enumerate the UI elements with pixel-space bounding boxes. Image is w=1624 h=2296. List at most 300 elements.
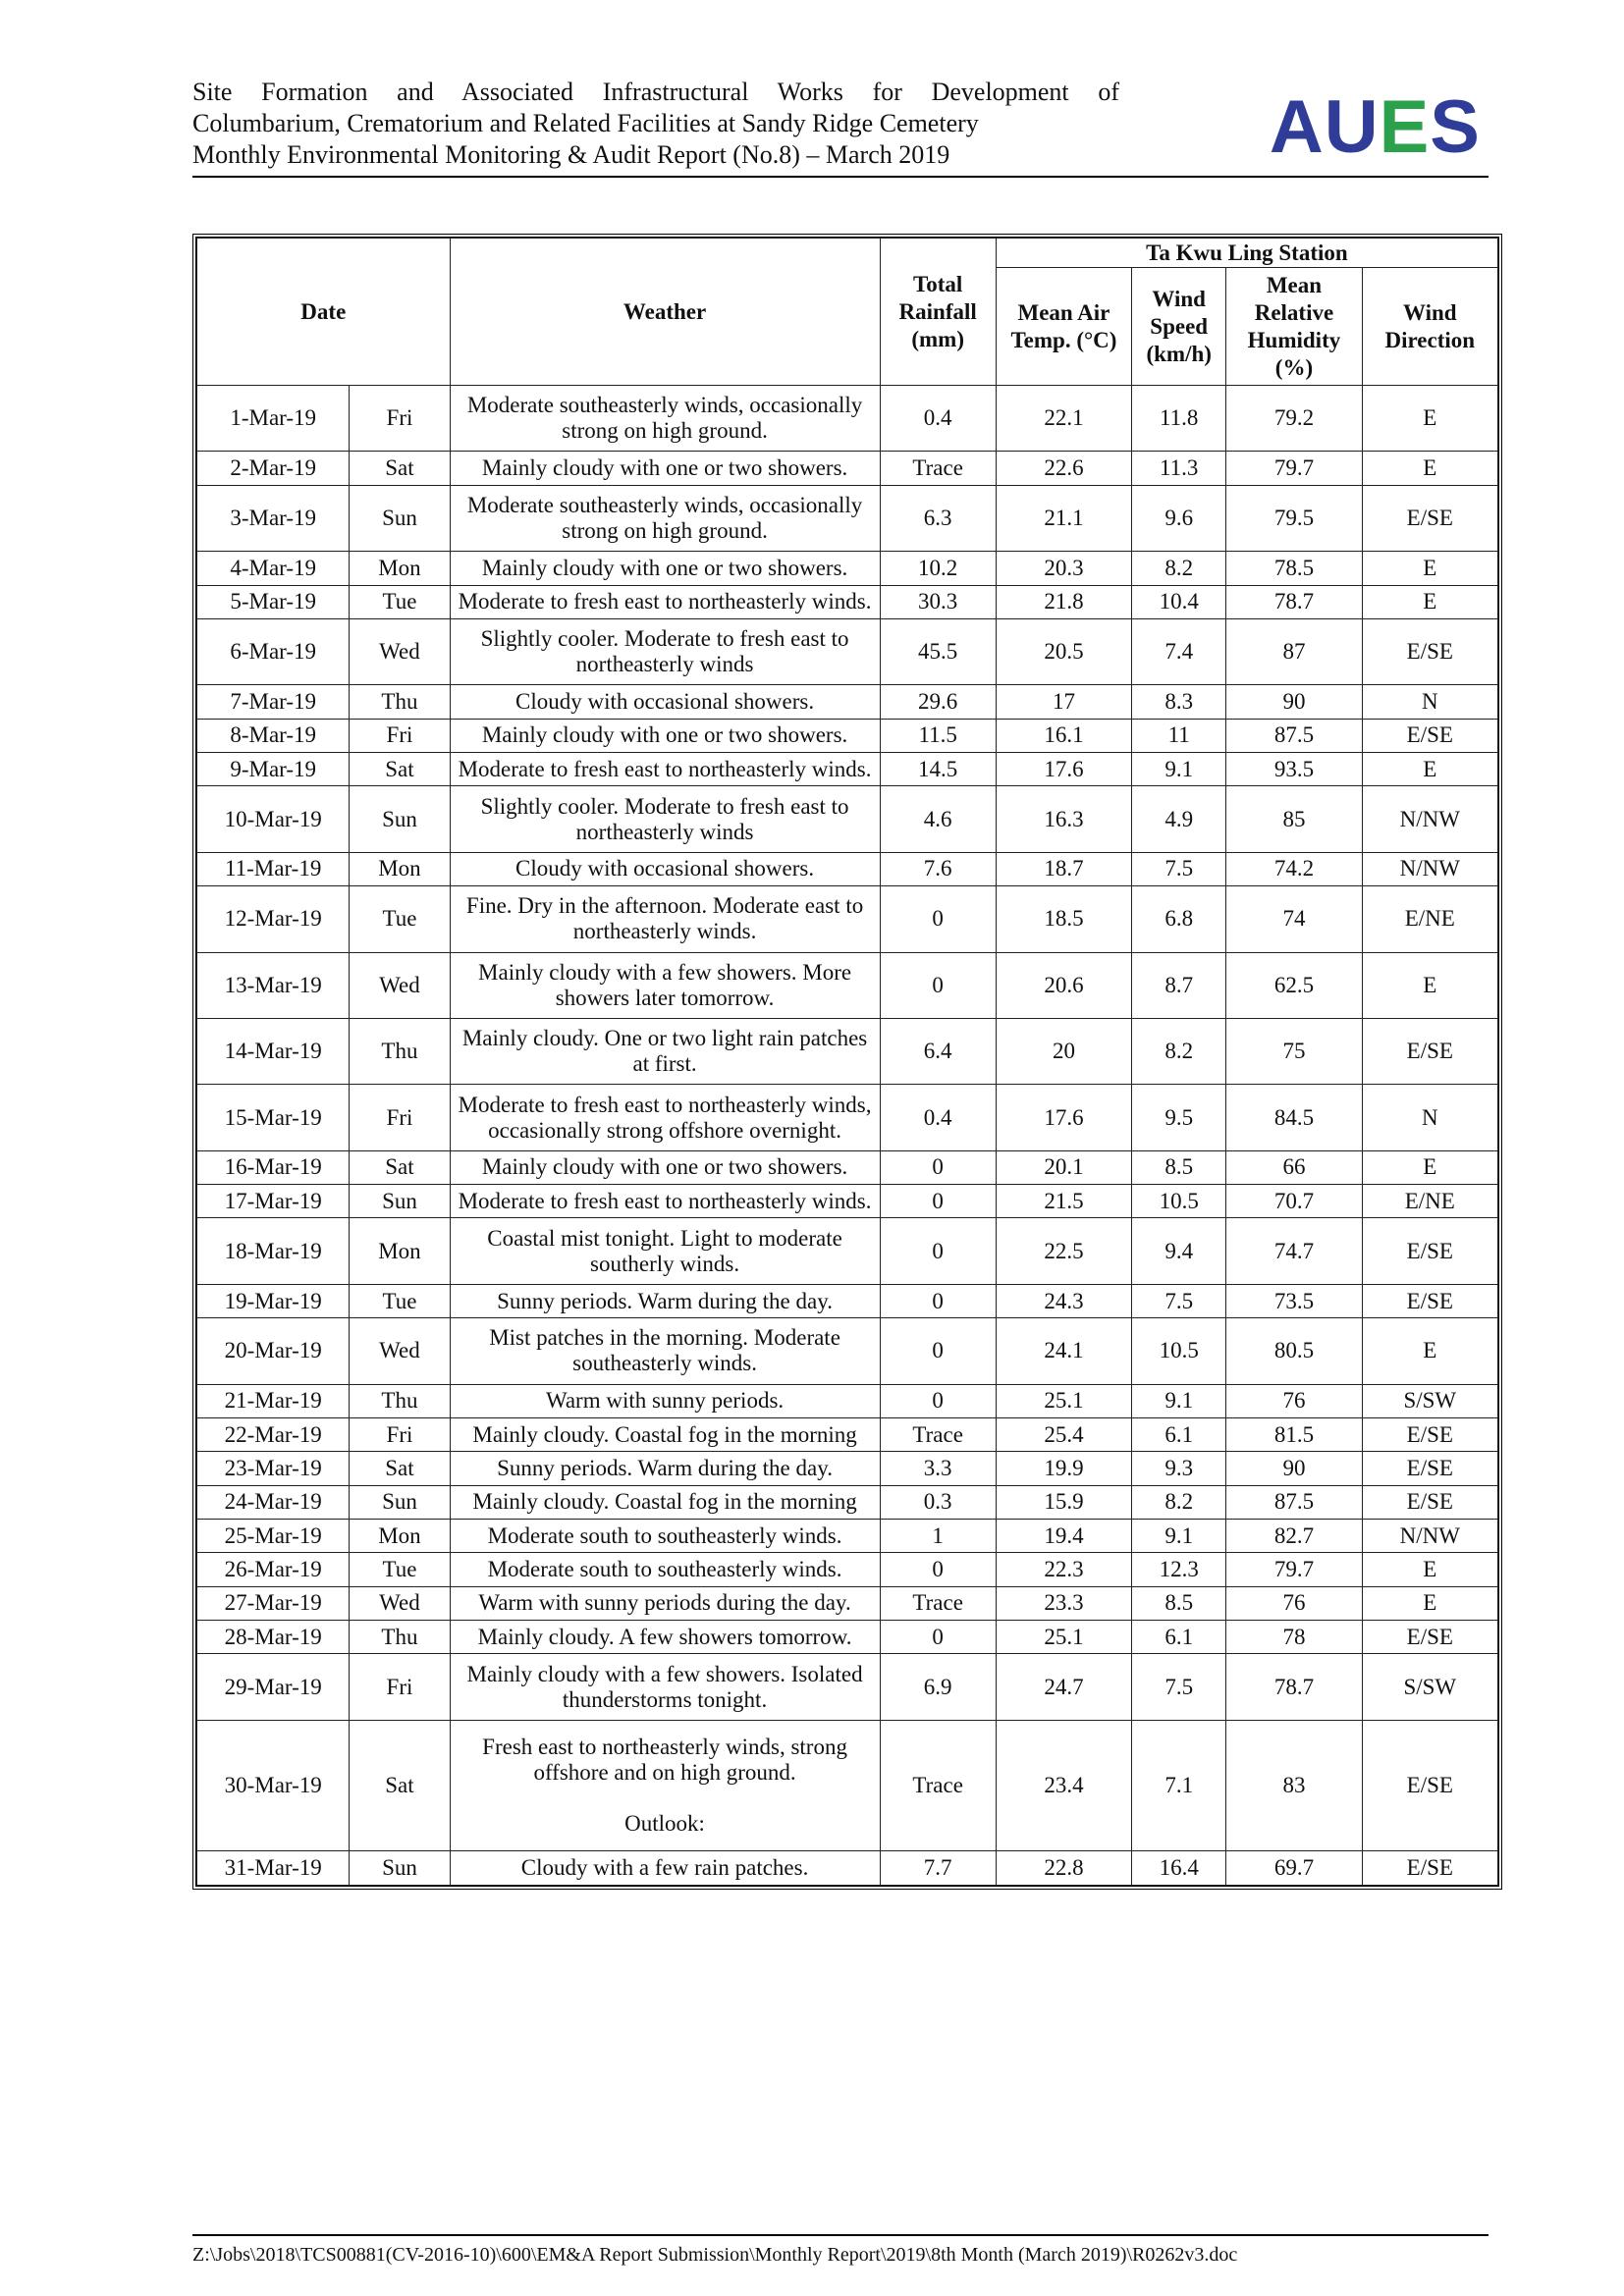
weather-cell (450, 1621, 880, 1654)
wind-speed-cell: 9.3 (1132, 1452, 1226, 1485)
humidity-cell: 78.7 (1226, 585, 1362, 618)
rainfall-cell: 6.4 (880, 1018, 996, 1084)
date-cell: 16-Mar-19 (197, 1150, 350, 1184)
humidity-cell: 85 (1226, 786, 1362, 852)
temp-cell: 22.8 (996, 1851, 1131, 1886)
temp-cell: 20 (996, 1018, 1131, 1084)
weather-cell (450, 786, 880, 852)
rainfall-cell: Trace (880, 1418, 996, 1452)
date-cell: 18-Mar-19 (197, 1218, 350, 1284)
rainfall-cell: 3.3 (880, 1452, 996, 1485)
weather-text: Cloudy with occasional showers. (515, 856, 815, 881)
weather-text: Coastal mist tonight. Light to moderate southerly winds. (487, 1225, 842, 1276)
weather-cell (450, 952, 880, 1018)
weather-cell (450, 1452, 880, 1485)
day-cell: Mon (350, 552, 450, 585)
wind-direction-cell: E (1362, 1318, 1497, 1384)
temp-cell: 20.6 (996, 952, 1131, 1018)
weather-text: Mainly cloudy with a few showers. More showers later tomorrow. (478, 959, 852, 1010)
humidity-cell: 79.2 (1226, 386, 1362, 452)
table-row (197, 852, 1498, 885)
date-cell: 21-Mar-19 (197, 1384, 350, 1417)
humidity-cell: 66 (1226, 1150, 1362, 1184)
humidity-cell: 79.5 (1226, 485, 1362, 551)
wind-direction-cell: E/NE (1362, 1185, 1497, 1218)
weather-cell (450, 886, 880, 952)
column-header-humidity: Mean Relative Humidity (%) (1226, 268, 1362, 386)
day-cell: Wed (350, 1586, 450, 1620)
weather-cell (450, 719, 880, 752)
table-row (197, 618, 1498, 684)
weather-text: Mainly cloudy with one or two showers. (481, 555, 848, 580)
weather-text: Moderate southeasterly winds, occasionally strong on high ground. (466, 492, 863, 543)
wind-speed-cell: 6.8 (1132, 886, 1226, 952)
rainfall-cell: 7.6 (880, 852, 996, 885)
humidity-cell: 76 (1226, 1384, 1362, 1417)
wind-direction-cell: N (1362, 1085, 1497, 1150)
wind-speed-cell: 8.3 (1132, 685, 1226, 719)
wind-speed-cell: 7.1 (1132, 1720, 1226, 1851)
day-cell: Sun (350, 1851, 450, 1886)
table-row (197, 552, 1498, 585)
column-header-wind-speed: Wind Speed (km/h) (1132, 268, 1226, 386)
weather-cell (450, 1851, 880, 1886)
date-cell: 28-Mar-19 (197, 1621, 350, 1654)
wind-direction-cell: E (1362, 952, 1497, 1018)
rainfall-cell: 0 (880, 1621, 996, 1654)
weather-cell (450, 1318, 880, 1384)
wind-speed-cell: 9.6 (1132, 485, 1226, 551)
wind-direction-cell: E (1362, 552, 1497, 585)
day-cell: Tue (350, 585, 450, 618)
rainfall-cell: 7.7 (880, 1851, 996, 1886)
weather-cell (450, 585, 880, 618)
weather-cell (450, 685, 880, 719)
temp-cell: 20.3 (996, 552, 1131, 585)
humidity-cell: 74.2 (1226, 852, 1362, 885)
weather-cell (450, 1720, 880, 1851)
humidity-cell: 83 (1226, 1720, 1362, 1851)
wind-speed-cell: 7.4 (1132, 618, 1226, 684)
humidity-cell: 62.5 (1226, 952, 1362, 1018)
rainfall-cell: 29.6 (880, 685, 996, 719)
table-row (197, 1150, 1498, 1184)
temp-cell: 18.5 (996, 886, 1131, 952)
wind-speed-cell: 11.8 (1132, 386, 1226, 452)
weather-cell (450, 1654, 880, 1720)
day-cell: Sun (350, 786, 450, 852)
table-row (197, 1085, 1498, 1150)
logo-text-s: S (1430, 85, 1481, 169)
day-cell: Mon (350, 852, 450, 885)
rainfall-cell: 6.9 (880, 1654, 996, 1720)
rainfall-cell: 1 (880, 1520, 996, 1553)
humidity-cell: 82.7 (1226, 1520, 1362, 1553)
wind-direction-cell: E/SE (1362, 1018, 1497, 1084)
date-cell: 12-Mar-19 (197, 886, 350, 952)
temp-cell: 24.1 (996, 1318, 1131, 1384)
weather-cell (450, 386, 880, 452)
day-cell: Wed (350, 1318, 450, 1384)
wind-speed-cell: 8.5 (1132, 1586, 1226, 1620)
humidity-cell: 81.5 (1226, 1418, 1362, 1452)
day-cell: Sun (350, 1485, 450, 1519)
temp-cell: 19.9 (996, 1452, 1131, 1485)
wind-speed-cell: 16.4 (1132, 1851, 1226, 1886)
humidity-cell: 78 (1226, 1621, 1362, 1654)
table-row (197, 752, 1498, 785)
table-row (197, 1520, 1498, 1553)
weather-text: Slightly cooler. Moderate to fresh east to northeasterly winds (480, 626, 849, 677)
rainfall-cell: 0 (880, 1553, 996, 1586)
wind-speed-cell: 7.5 (1132, 1284, 1226, 1317)
day-cell: Sun (350, 485, 450, 551)
date-cell: 27-Mar-19 (197, 1586, 350, 1620)
table-row (197, 485, 1498, 551)
column-header-rainfall: Total Rainfall (mm) (880, 239, 996, 386)
table-row (197, 1418, 1498, 1452)
date-cell: 1-Mar-19 (197, 386, 350, 452)
weather-table-body (197, 386, 1498, 1886)
rainfall-cell: 0 (880, 886, 996, 952)
station-header: Ta Kwu Ling Station (996, 239, 1497, 268)
weather-text: Warm with sunny periods during the day. (478, 1590, 851, 1616)
rainfall-cell: 0.4 (880, 386, 996, 452)
date-cell: 5-Mar-19 (197, 585, 350, 618)
day-cell: Thu (350, 685, 450, 719)
date-cell: 19-Mar-19 (197, 1284, 350, 1317)
rainfall-cell: Trace (880, 1720, 996, 1851)
temp-cell: 21.8 (996, 585, 1131, 618)
column-header-wind-direction: Wind Direction (1362, 268, 1497, 386)
weather-text: Moderate to fresh east to northeasterly winds, occasionally strong offshore overnight. (458, 1092, 872, 1143)
column-header-date: Date (197, 239, 451, 386)
date-cell: 23-Mar-19 (197, 1452, 350, 1485)
temp-cell: 17.6 (996, 1085, 1131, 1150)
rainfall-cell: 0 (880, 1284, 996, 1317)
humidity-cell: 93.5 (1226, 752, 1362, 785)
table-row (197, 952, 1498, 1018)
rainfall-cell: 4.6 (880, 786, 996, 852)
page-header (192, 77, 1489, 179)
day-cell: Wed (350, 618, 450, 684)
weather-cell (450, 1485, 880, 1519)
day-cell: Tue (350, 1553, 450, 1586)
weather-text: Cloudy with a few rain patches. (520, 1855, 809, 1881)
date-cell: 29-Mar-19 (197, 1654, 350, 1720)
wind-speed-cell: 10.4 (1132, 585, 1226, 618)
wind-direction-cell: E/NE (1362, 886, 1497, 952)
weather-text: Moderate to fresh east to northeasterly winds. (458, 589, 872, 614)
temp-cell: 15.9 (996, 1485, 1131, 1519)
date-cell: 8-Mar-19 (197, 719, 350, 752)
wind-speed-cell: 9.1 (1132, 1384, 1226, 1417)
temp-cell: 23.3 (996, 1586, 1131, 1620)
humidity-cell: 84.5 (1226, 1085, 1362, 1150)
wind-direction-cell: N/NW (1362, 852, 1497, 885)
table-row (197, 1851, 1498, 1886)
wind-direction-cell: E/SE (1362, 1621, 1497, 1654)
wind-speed-cell: 4.9 (1132, 786, 1226, 852)
wind-direction-cell: S/SW (1362, 1654, 1497, 1720)
wind-speed-cell: 8.2 (1132, 1018, 1226, 1084)
weather-cell (450, 1218, 880, 1284)
wind-speed-cell: 8.5 (1132, 1150, 1226, 1184)
humidity-cell: 90 (1226, 685, 1362, 719)
date-cell: 25-Mar-19 (197, 1520, 350, 1553)
table-row (197, 386, 1498, 452)
wind-direction-cell: E/SE (1362, 1485, 1497, 1519)
table-row (197, 786, 1498, 852)
wind-speed-cell: 7.5 (1132, 852, 1226, 885)
date-cell: 2-Mar-19 (197, 452, 350, 485)
table-row (197, 685, 1498, 719)
logo-text-au: AU (1269, 85, 1380, 169)
weather-text: Slightly cooler. Moderate to fresh east to northeasterly winds (480, 793, 849, 844)
humidity-cell: 79.7 (1226, 1553, 1362, 1586)
weather-text: Mist patches in the morning. Moderate southeasterly winds. (489, 1325, 840, 1376)
weather-cell (450, 552, 880, 585)
weather-text: Mainly cloudy with one or two showers. (481, 1154, 848, 1180)
humidity-cell: 87.5 (1226, 1485, 1362, 1519)
wind-speed-cell: 9.5 (1132, 1085, 1226, 1150)
weather-cell (450, 1520, 880, 1553)
wind-direction-cell: E/SE (1362, 1851, 1497, 1886)
wind-direction-cell: E/SE (1362, 485, 1497, 551)
temp-cell: 22.6 (996, 452, 1131, 485)
weather-text: Mainly cloudy with one or two showers. (481, 455, 848, 481)
rainfall-cell: 0 (880, 1185, 996, 1218)
wind-speed-cell: 11.3 (1132, 452, 1226, 485)
weather-text: Sunny periods. Warm during the day. (497, 1288, 833, 1313)
weather-text: Mainly cloudy. Coastal fog in the morning (472, 1489, 857, 1515)
table-row (197, 1553, 1498, 1586)
temp-cell: 23.4 (996, 1720, 1131, 1851)
weather-cell (450, 1150, 880, 1184)
wind-speed-cell: 6.1 (1132, 1621, 1226, 1654)
temp-cell: 18.7 (996, 852, 1131, 885)
humidity-cell: 87.5 (1226, 719, 1362, 752)
temp-cell: 17 (996, 685, 1131, 719)
temp-cell: 17.6 (996, 752, 1131, 785)
rainfall-cell: Trace (880, 1586, 996, 1620)
temp-cell: 25.1 (996, 1621, 1131, 1654)
humidity-cell: 74 (1226, 886, 1362, 952)
table-row (197, 1284, 1498, 1317)
rainfall-cell: 0 (880, 1384, 996, 1417)
temp-cell: 16.1 (996, 719, 1131, 752)
rainfall-cell: 10.2 (880, 552, 996, 585)
weather-cell (450, 1185, 880, 1218)
table-row (197, 1318, 1498, 1384)
day-cell: Fri (350, 719, 450, 752)
rainfall-cell: 0.4 (880, 1085, 996, 1150)
weather-text: Fresh east to northeasterly winds, strong offshore and on high ground. (482, 1735, 847, 1786)
day-cell: Sat (350, 1720, 450, 1851)
weather-cell (450, 485, 880, 551)
weather-cell (450, 1085, 880, 1150)
wind-speed-cell: 8.7 (1132, 952, 1226, 1018)
date-cell: 22-Mar-19 (197, 1418, 350, 1452)
weather-text: Cloudy with occasional showers. (515, 688, 815, 714)
wind-direction-cell: E/SE (1362, 1720, 1497, 1851)
day-cell: Mon (350, 1218, 450, 1284)
table-row (197, 1621, 1498, 1654)
weather-text: Mainly cloudy. Coastal fog in the morning (472, 1421, 857, 1447)
rainfall-cell: 6.3 (880, 485, 996, 551)
wind-direction-cell: E (1362, 386, 1497, 452)
humidity-cell: 76 (1226, 1586, 1362, 1620)
weather-cell (450, 1553, 880, 1586)
wind-direction-cell: E/SE (1362, 1284, 1497, 1317)
wind-direction-cell: N/NW (1362, 786, 1497, 852)
table-row (197, 1720, 1498, 1851)
file-path: Z:\Jobs\2018\TCS00881(CV-2016-10)\600\EM&A Report Submission\Monthly Report\2019\8th Month (March 2019)\R0262v3.doc (192, 2244, 1238, 2266)
day-cell: Thu (350, 1384, 450, 1417)
wind-speed-cell: 10.5 (1132, 1318, 1226, 1384)
date-cell: 20-Mar-19 (197, 1318, 350, 1384)
weather-text: Moderate to fresh east to northeasterly winds. (458, 756, 872, 781)
day-cell: Sat (350, 452, 450, 485)
day-cell: Fri (350, 1418, 450, 1452)
header-divider (192, 176, 1489, 178)
weather-text: Mainly cloudy. One or two light rain patches at first. (461, 1026, 868, 1077)
wind-speed-cell: 8.2 (1132, 552, 1226, 585)
table-row (197, 1586, 1498, 1620)
humidity-cell: 78.5 (1226, 552, 1362, 585)
wind-speed-cell: 9.1 (1132, 1520, 1226, 1553)
rainfall-cell: 0 (880, 1150, 996, 1184)
report-title-line-2: Columbarium, Crematorium and Related Facilities at Sandy Ridge Cemetery (192, 109, 979, 137)
date-cell: 14-Mar-19 (197, 1018, 350, 1084)
aues-logo (1269, 85, 1481, 169)
wind-direction-cell: N (1362, 685, 1497, 719)
temp-cell: 20.5 (996, 618, 1131, 684)
date-cell: 11-Mar-19 (197, 852, 350, 885)
date-cell: 6-Mar-19 (197, 618, 350, 684)
wind-direction-cell: N/NW (1362, 1520, 1497, 1553)
wind-speed-cell: 9.1 (1132, 752, 1226, 785)
weather-outlook-text: Outlook: (624, 1811, 705, 1837)
wind-speed-cell: 7.5 (1132, 1654, 1226, 1720)
temp-cell: 22.5 (996, 1218, 1131, 1284)
humidity-cell: 80.5 (1226, 1318, 1362, 1384)
temp-cell: 25.1 (996, 1384, 1131, 1417)
day-cell: Sat (350, 1452, 450, 1485)
table-row (197, 1452, 1498, 1485)
date-cell: 24-Mar-19 (197, 1485, 350, 1519)
weather-cell (450, 1284, 880, 1317)
humidity-cell: 69.7 (1226, 1851, 1362, 1886)
day-cell: Mon (350, 1520, 450, 1553)
weather-cell (450, 1586, 880, 1620)
temp-cell: 21.5 (996, 1185, 1131, 1218)
date-cell: 30-Mar-19 (197, 1720, 350, 1851)
day-cell: Wed (350, 952, 450, 1018)
day-cell: Fri (350, 1654, 450, 1720)
weather-text: Mainly cloudy with one or two showers. (481, 722, 848, 748)
date-cell: 17-Mar-19 (197, 1185, 350, 1218)
temp-cell: 22.3 (996, 1553, 1131, 1586)
day-cell: Sat (350, 1150, 450, 1184)
column-header-weather: Weather (450, 239, 880, 386)
temp-cell: 24.3 (996, 1284, 1131, 1317)
table-row (197, 1485, 1498, 1519)
rainfall-cell: 0 (880, 952, 996, 1018)
page-footer (192, 2244, 1489, 2267)
table-row (197, 1185, 1498, 1218)
wind-speed-cell: 9.4 (1132, 1218, 1226, 1284)
rainfall-cell: Trace (880, 452, 996, 485)
weather-cell (450, 1418, 880, 1452)
rainfall-cell: 0 (880, 1218, 996, 1284)
weather-text: Warm with sunny periods. (545, 1388, 785, 1414)
humidity-cell: 87 (1226, 618, 1362, 684)
rainfall-cell: 14.5 (880, 752, 996, 785)
day-cell: Sun (350, 1185, 450, 1218)
logo-text-e: E (1379, 85, 1431, 169)
temp-cell: 21.1 (996, 485, 1131, 551)
day-cell: Sat (350, 752, 450, 785)
rainfall-cell: 0 (880, 1318, 996, 1384)
temp-cell: 22.1 (996, 386, 1131, 452)
temp-cell: 25.4 (996, 1418, 1131, 1452)
temp-cell: 16.3 (996, 786, 1131, 852)
weather-cell (450, 852, 880, 885)
weather-cell (450, 752, 880, 785)
wind-direction-cell: E (1362, 1150, 1497, 1184)
wind-direction-cell: E (1362, 585, 1497, 618)
weather-text: Moderate south to southeasterly winds. (487, 1557, 842, 1582)
weather-cell (450, 618, 880, 684)
wind-direction-cell: E (1362, 752, 1497, 785)
date-cell: 3-Mar-19 (197, 485, 350, 551)
weather-text: Mainly cloudy. A few showers tomorrow. (477, 1624, 852, 1649)
wind-direction-cell: E/SE (1362, 1218, 1497, 1284)
table-row (197, 452, 1498, 485)
wind-direction-cell: E/SE (1362, 719, 1497, 752)
wind-speed-cell: 10.5 (1132, 1185, 1226, 1218)
weather-text: Moderate south to southeasterly winds. (487, 1522, 842, 1548)
table-row (197, 1654, 1498, 1720)
wind-speed-cell: 8.2 (1132, 1485, 1226, 1519)
date-cell: 13-Mar-19 (197, 952, 350, 1018)
date-cell: 9-Mar-19 (197, 752, 350, 785)
date-cell: 26-Mar-19 (197, 1553, 350, 1586)
wind-direction-cell: E (1362, 1586, 1497, 1620)
day-cell: Fri (350, 1085, 450, 1150)
day-cell: Tue (350, 886, 450, 952)
humidity-cell: 90 (1226, 1452, 1362, 1485)
table-row (197, 886, 1498, 952)
date-cell: 15-Mar-19 (197, 1085, 350, 1150)
weather-table (196, 238, 1498, 1886)
table-row (197, 1018, 1498, 1084)
rainfall-cell: 45.5 (880, 618, 996, 684)
rainfall-cell: 0.3 (880, 1485, 996, 1519)
table-row (197, 1384, 1498, 1417)
temp-cell: 24.7 (996, 1654, 1131, 1720)
weather-text: Moderate southeasterly winds, occasionally strong on high ground. (466, 393, 863, 444)
wind-direction-cell: E/SE (1362, 1452, 1497, 1485)
column-header-temp: Mean Air Temp. (°C) (996, 268, 1131, 386)
date-cell: 7-Mar-19 (197, 685, 350, 719)
humidity-cell: 78.7 (1226, 1654, 1362, 1720)
day-cell: Tue (350, 1284, 450, 1317)
weather-cell (450, 452, 880, 485)
temp-cell: 19.4 (996, 1520, 1131, 1553)
weather-text: Mainly cloudy with a few showers. Isolated thunderstorms tonight. (466, 1661, 863, 1712)
